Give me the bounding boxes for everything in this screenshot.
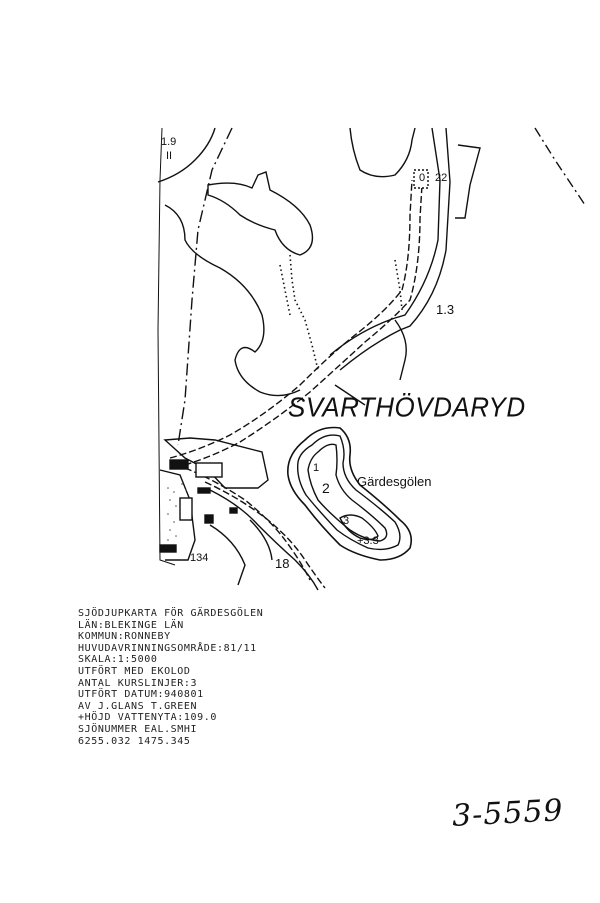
field-outline — [165, 205, 300, 396]
boundary-top-right — [535, 128, 585, 205]
depth-label-1: 1 — [313, 462, 320, 474]
label-bottom-left: 134 — [190, 552, 209, 564]
south-road-2 — [395, 320, 406, 380]
main-road-edge — [175, 185, 422, 468]
meta-lake-number: SJÖNUMMER EAL.SMHI — [78, 723, 198, 735]
depth-label-max: +3.3 — [357, 535, 379, 547]
label-plot: 22 — [435, 172, 448, 184]
meta-coordinates: 6255.032 1475.345 — [78, 735, 191, 747]
building-4 — [160, 545, 176, 552]
building-1 — [170, 460, 188, 469]
depth-label-2: 2 — [322, 480, 330, 496]
footpath-2 — [280, 265, 290, 315]
building-2 — [196, 463, 222, 477]
meta-survey-lines: ANTAL KURSLINJER:3 — [78, 677, 198, 689]
lake-shoreline — [288, 428, 411, 561]
field-se — [250, 520, 272, 560]
lake-name: Gärdesgölen — [357, 474, 432, 489]
meta-water-level: +HÖJD VATTENYTA:109.0 — [78, 712, 218, 724]
municipal-boundary — [178, 128, 232, 445]
map-metadata — [78, 608, 263, 747]
meta-municipality: KOMMUN:RONNEBY — [78, 631, 171, 643]
building-5 — [205, 515, 213, 523]
meta-date: UTFÖRT DATUM:940801 — [78, 689, 204, 701]
place-name: SVARTHÖVDARYD — [288, 391, 526, 423]
footpath — [290, 255, 318, 370]
handwritten-reference: 3-5559 — [451, 793, 565, 834]
map-frame-left — [158, 128, 175, 565]
label-house: 0 — [419, 172, 426, 184]
depth-label-3: 3 — [343, 515, 350, 527]
footpath-3 — [395, 260, 402, 310]
forest-outline — [208, 172, 312, 255]
meta-method: UTFÖRT MED EKOLOD — [78, 665, 191, 677]
meta-title: SJÖDJUPKARTA FÖR GÄRDESGÖLEN — [78, 608, 264, 619]
building-3 — [180, 498, 192, 520]
meta-drainage-area: HUVUDAVRINNINGSOMRÅDE:81/11 — [78, 642, 257, 654]
field-outline-2 — [350, 128, 415, 177]
label-road-upper: 1.3 — [436, 302, 455, 317]
contour-1m — [298, 435, 400, 549]
building-7 — [198, 488, 210, 493]
secondary-road — [330, 128, 440, 355]
lower-road-solid — [210, 490, 318, 590]
label-top-left: 1.9 — [161, 136, 177, 148]
building-8 — [230, 508, 237, 513]
plot-outline — [455, 145, 480, 218]
meta-scale: SKALA:1:5000 — [78, 654, 158, 666]
label-top-left-sub: II — [166, 150, 173, 162]
label-road-lower: 18 — [275, 556, 290, 571]
meta-county: LÄN:BLEKINGE LÄN — [78, 619, 184, 631]
meta-authors: AV J.GLANS T.GREEN — [78, 700, 198, 712]
field-sw — [210, 525, 245, 585]
